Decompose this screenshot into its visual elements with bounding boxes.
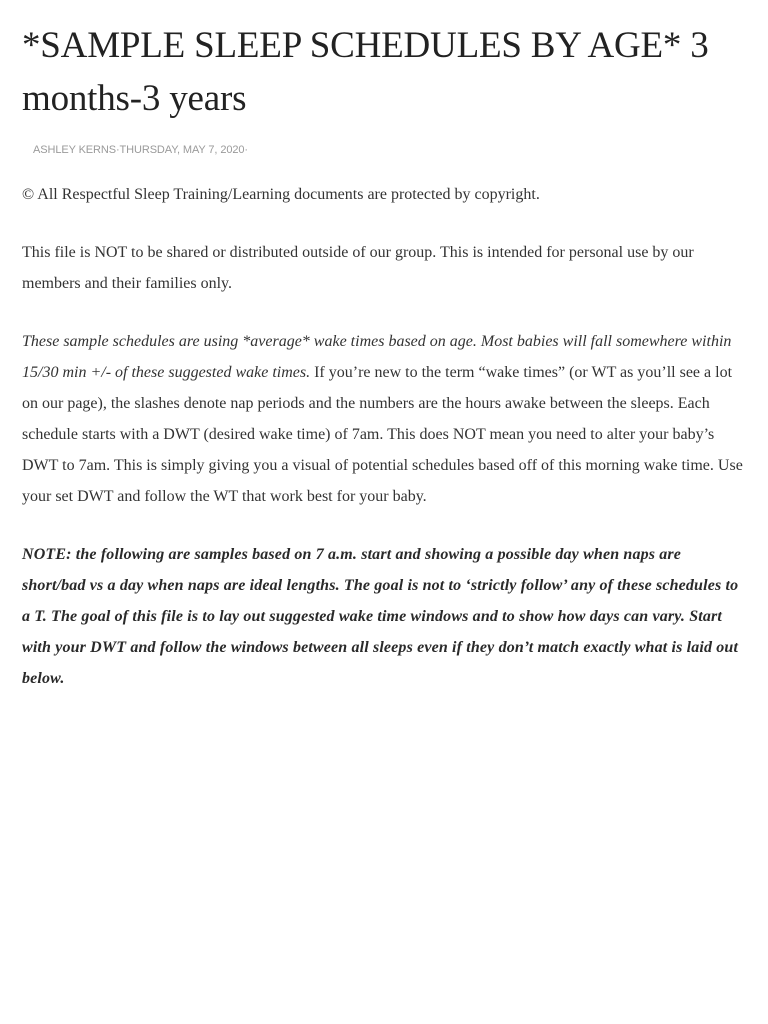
article-meta	[33, 144, 746, 156]
note-paragraph: NOTE: the following are samples based on 7 a.m. start and showing a possible day when naps are short/bad vs a day when naps are ideal lengths. The goal is not to ‘strictly follow’ any of these schedules to a T. The goal of this file is to lay out suggested wake time windows and to show how days can vary. Start with your DWT and follow the windows between all sleeps even if they don’t match exactly what is laid out below.	[22, 546, 739, 687]
intro-text: If you’re new to the term “wake times” (or WT as you’ll see a lot on our page), the slashes denote nap periods and the numbers are the hours awake between the sleeps. Each schedule starts with a DWT (desired wake time) of 7am. This does NOT mean you need to alter your baby’s DWT to 7am. This is simply giving you a visual of potential schedules based off of this morning wake time. Use your set DWT and follow the WT that work best for your baby.	[22, 364, 743, 505]
meta-separator-trailing: ·	[244, 144, 248, 156]
author-name[interactable]: ASHLEY KERNS	[33, 144, 116, 156]
sharing-paragraph: This file is NOT to be shared or distributed outside of our group. This is intended for personal use by our members and their families only.	[22, 244, 694, 292]
article-body	[22, 179, 746, 694]
publish-date: THURSDAY, MAY 7, 2020	[119, 144, 245, 156]
copyright-paragraph: © All Respectful Sleep Training/Learning documents are protected by copyright.	[22, 186, 540, 203]
meta-separator: ·	[115, 144, 120, 156]
intro-italic-text: These sample schedules are using *average* wake times based on age. Most babies will fall somewhere within 15/30 min +/- of these suggested wake times.	[22, 333, 732, 381]
intro-paragraph	[22, 326, 746, 512]
article	[22, 0, 746, 694]
article-title: *SAMPLE SLEEP SCHEDULES BY AGE* 3 months-3 years	[22, 25, 709, 119]
